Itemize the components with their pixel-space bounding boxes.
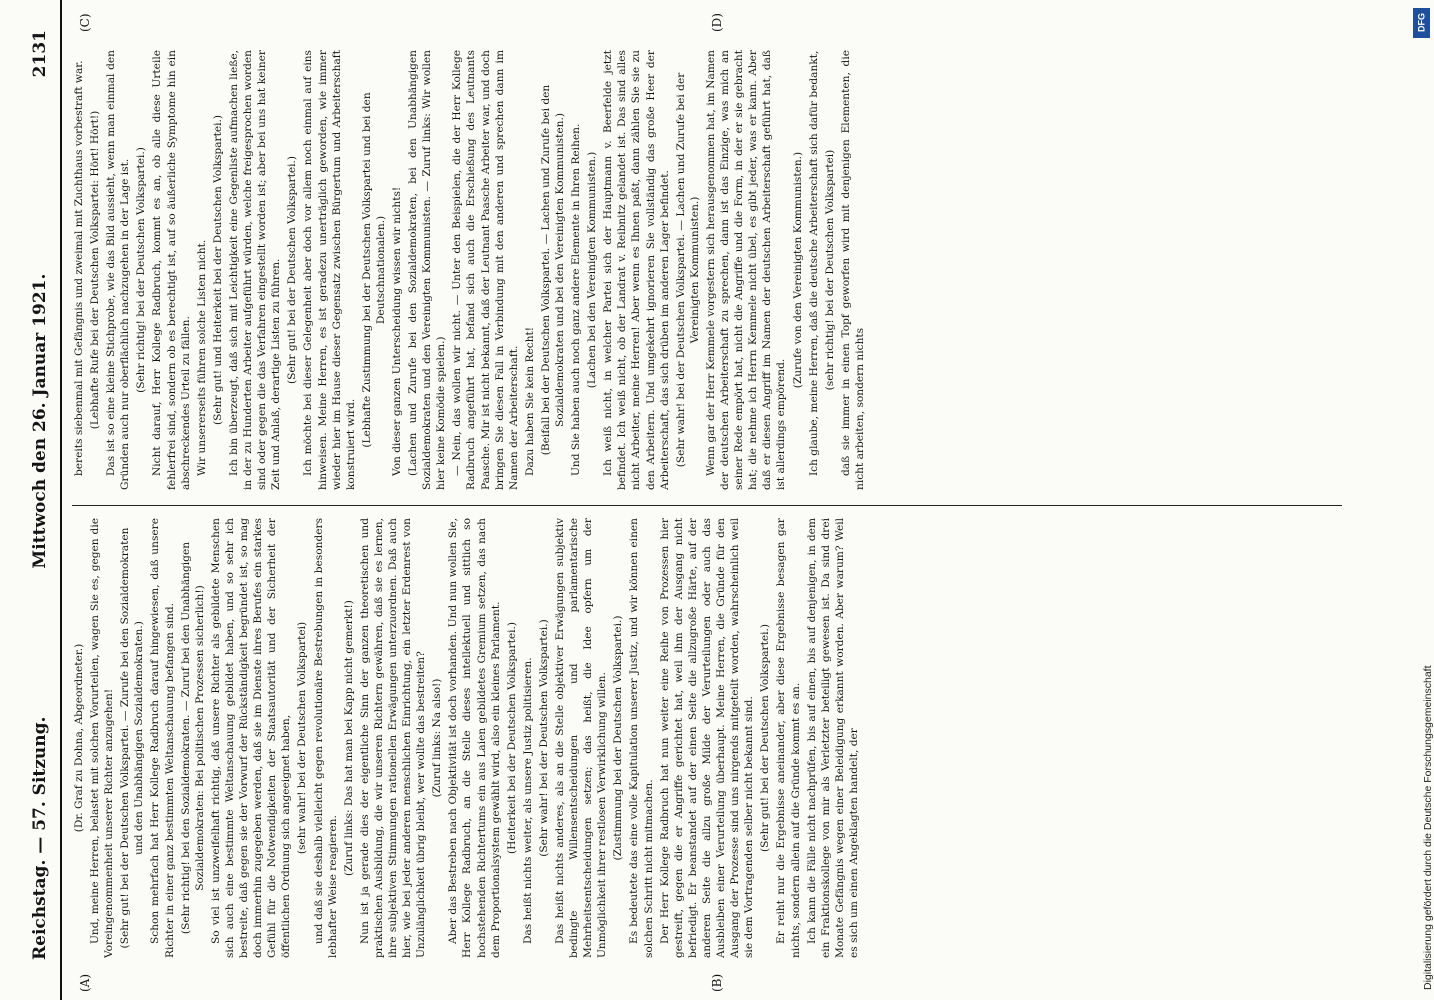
paragraph: Ich glaube, meine Herren, daß die deutsche Arbeiterschaft sich dafür bedankt,	[807, 50, 820, 476]
page-header	[20, 0, 62, 1000]
paragraph: (Sehr wahr! bei der Deutschen Volkspartei.)	[537, 619, 550, 857]
credit-text: Digitalisierung gefördert durch die Deutsche Forschungsgemeinschaft	[1422, 665, 1434, 990]
paragraph: Schon mehrfach hat Herr Kollege Radbruch darauf hingewiesen, daß unsere Richter in einer ganz bestimmten Weltanschauung befangen sind.	[149, 518, 176, 958]
paragraph: (sehr wahr! bei der Deutschen Volkspartei)	[296, 621, 309, 855]
paragraph: (Sehr richtig! bei den Sozialdemokraten. — Zuruf bei den Unabhängigen Sozialdemokraten: Bei politischen Prozessen sicherlich!)	[179, 541, 206, 935]
left-column	[72, 518, 1342, 958]
paragraph: Nicht darauf, Herr Kollege Radbruch, kommt es an, ob alle diese Urteile fehlerfrei sind, sondern ob es berechtigt ist, auf so äußerliche Symptome hin ein abschreckendes Urteil zu fällen.	[151, 50, 192, 490]
paragraph: Aber das Bestreben nach Objektivität ist doch vorhanden. Und nun wollen Sie, Herr Kollege Radbruch, an die Stelle dieses intellektuell und sittlich so hochstehenden Richtertums ein aus Laien gebildetes Gremium setzen, das nach dem Proportionalsystem gewählt wird, also ein kleines Parlament.	[447, 518, 502, 958]
page-number: 2131	[30, 30, 50, 78]
marker-b: (B)	[710, 973, 724, 992]
paragraph: bereits siebenmal mit Gefängnis und zweimal mit Zuchthaus vorbestraft war.	[73, 60, 85, 476]
dfg-logo: DFG	[1413, 8, 1430, 38]
paragraph: (Zurufe von den Vereinigten Kommunisten.)	[791, 151, 804, 389]
paragraph: (Sehr gut! bei der Deutschen Volkspartei.)	[759, 623, 772, 853]
paragraph: Und, meine Herren, belastet mit solchen Vorurteilen, wagen Sie es, gegen die Voreingenommenheit unserer Richter anzugehen!	[89, 518, 116, 958]
paragraph: (sehr richtig! bei der Deutschen Volkspartei)	[823, 149, 836, 391]
paragraph: Wenn gar der Herr Kemmele vorgestern sich herausgenommen hat, im Namen der deutschen Arbeiterschaft zu sprechen, dann ist das Einzige, was mich an seiner Rede empört hat, nicht die Angriffe und die Form, in der er sie gebracht hat; die nehme ich Herrn Kemmele nicht übel, es gibt jeder, was er kann. Aber daß er diesen Angriff im Namen der deutschen Arbeiterschaft geführt hat, daß ist allerdings empörend.	[704, 50, 788, 490]
paragraph: Ich bin überzeugt, daß sich mit Leichtigkeit eine Gegenliste aufmachen ließe, in der zu Hunderten Arbeiter aufgeführt würden, welche freigesprochen worden sind oder gegen die das Verfahren eingestellt worden ist; aber bei uns hat keiner Zeit und Anlaß, derartige Listen zu führen.	[227, 50, 283, 490]
marker-a: (A)	[78, 973, 92, 992]
paragraph: (Beifall bei der Deutschen Volkspartei. — Lachen und Zurufe bei den Sozialdemokraten und bei den Vereinigten Kommunisten.)	[539, 84, 566, 456]
paragraph: Von dieser ganzen Unterscheidung wissen wir nichts!	[390, 186, 403, 476]
marker-c: (C)	[78, 13, 92, 32]
digitization-credit	[1402, 10, 1434, 990]
paragraph: — Nein, das wollen wir nicht. — Unter den Beispielen, die der Herr Kollege Radbruch angeführt hat, befand sich auch die Erschießung des Leutnants Paasche. Mir ist nicht bekannt, daß der Leutnant Paasche Arbeiter war, und doch bringen Sie diesen Fall in Verbindung mit den anderen und sprechen dann im Namen der Arbeiterschaft.	[451, 50, 520, 490]
header-date: Mittwoch den 26. Januar 1921.	[30, 273, 50, 569]
paragraph: (Heiterkeit bei der Deutschen Volkspartei.)	[505, 622, 518, 854]
paragraph: So viel ist unzweifelhaft richtig, daß unsere Richter als gebildete Menschen sich auch eine bestimmte Weltanschauung gebildet haben, und so sehr ich bestreite, daß gegen sie der Vorwurf der Rückständigkeit begründet ist, so mag doch immerhin zugegeben werden, daß sie im Dienste ihres Berufes ein starkes Gefühl für die Notwendigkeiten der Staatsautorität und der Sicherheit der öffentlichen Ordnung sich angeeignet haben,	[209, 518, 293, 958]
paragraph: (Zuruf links: Das hat man bei Kapp nicht gemerkt!)	[342, 600, 355, 876]
paragraph: Und Sie haben auch noch ganz andere Elemente in Ihren Reihen.	[570, 123, 583, 476]
paragraph: Er reiht nur die Ergebnisse aneinander, aber diese Ergebnisse besagen gar nichts, sondern allein auf die Gründe kommt es an.	[775, 518, 802, 958]
paragraph: (Sehr richtig! bei der Deutschen Volkspartei.)	[135, 147, 148, 393]
paragraph: daß sie immer in einen Topf geworfen wird mit denjenigen Elementen, die nicht arbeiten, sondern nichts	[839, 50, 866, 490]
paragraph: (Lachen bei den Vereinigten Kommunisten.)	[586, 151, 599, 389]
paragraph: (Zuruf links: Na also!)	[431, 678, 444, 798]
paragraph: Ich weiß nicht, in welcher Partei sich der Hauptmann v. Beerfelde jetzt befindet. Ich weiß nicht, ob der Landrat v. Reibnitz gelandet ist. Das sind alles nicht Arbeiter, meine Herren! Aber wenn es Ihnen paßt, dann zählen Sie sie zu den Arbeitern. Und umgekehrt ignorieren Sie vollständig das große Heer der Arbeiterschaft, das sich drüben im anderen Lager befindet.	[602, 50, 671, 490]
header-left	[30, 274, 50, 960]
paragraph: Wir unsererseits führen solche Listen nicht.	[195, 239, 208, 476]
paragraph: Der Herr Kollege Radbruch hat nun weiter eine Reihe von Prozessen hier gestreift, gegen die er Angriffe gerichtet hat, weil ihm der Ausgang nicht befriedigt. Er beanstandet auf der einen Seite die allzugroße Härte, auf der anderen Seite die allzu große Milde der Verurteilungen oder auch das Ausbleiben einer Verurteilung überhaupt. Meine Herren, die Gründe für den Ausgang der Prozesse sind uns nirgends mitgeteilt worden, wahrscheinlich weil sie dem Vortragenden selber nicht bekannt sind.	[658, 518, 756, 958]
paragraph: Das ist so eine kleine Stichprobe, wie das Bild aussieht, wenn man einmal den Gründen auch nur oberflächlich nachzugehen in der Lage ist.	[105, 50, 132, 490]
paragraph: (Sehr gut! und Heiterkeit bei der Deutschen Volkspartei.)	[211, 114, 224, 426]
column-divider	[72, 505, 1342, 506]
marker-d: (D)	[710, 13, 724, 32]
right-column	[72, 50, 1342, 490]
paragraph: (Lachen und Zurufe bei den Sozialdemokraten, bei den Unabhängigen Sozialdemokraten und den Vereinigten Kommunisten. — Zuruf links: Wir wollen hier keine Komödie spielen.)	[407, 50, 448, 490]
paragraph: Dazu haben Sie kein Recht!	[523, 326, 536, 476]
paragraph: Nun ist ja gerade dies der eigentliche Sinn der ganzen theoretischen und praktischen Ausbildung, die wir unseren Richtern gewähren, daß sie es lernen, ihre subjektiven Stimmungen rationellen Erwägungen unterzuordnen. Daß auch hier, wie bei jeder anderen menschlichen Einrichtung, ein letzter Erdenrest von Unzulänglichkeit übrig bleibt, wer wollte das bestreiten?	[358, 518, 428, 958]
paragraph: (Lebhafte Rufe bei der Deutschen Volkspartei: Hört! Hört!)	[89, 110, 102, 430]
paragraph: (Sehr gut! bei der Deutschen Volkspartei.)	[286, 155, 299, 385]
paragraph: (Dr. Graf zu Dohna, Abgeordneter.)	[73, 643, 85, 833]
paragraph: Ich kann die Fälle nicht nachprüfen, bis auf einen, bis auf denjenigen, in dem ein Fraktionskollege von mir als Verletzter beteiligt gewesen ist. Da sind drei Monate Gefängnis wegen einer Beleidigung erkannt worden. Aber warum? Weil es sich um einen Angeklagten handelt, der	[805, 518, 860, 958]
paragraph: (Sehr wahr! bei der Deutschen Volkspartei. — Lachen und Zurufe bei der Vereinigten Kommunisten.)	[674, 72, 701, 468]
paragraph: Ich möchte bei dieser Gelegenheit aber doch vor allem noch einmal auf eins hinweisen. Meine Herren, es ist geradezu unerträglich geworden, wie immer wieder hier im Hause dieser Gegensatz zwischen Bürgertum und Arbeiterschaft konstruiert wird.	[302, 50, 357, 490]
paragraph: (Sehr gut! bei der Deutschen Volkspartei. — Zurufe bei den Sozialdemokraten und den Unabhängigen Sozialdemokraten.)	[119, 527, 146, 949]
paragraph: Das heißt nichts anderes, als an die Stelle objektiver Erwägungen subjektiv bedingte Willensentscheidungen und parlamentarische Mehrheitsentscheidungen setzen; das heißt, die Idee opfern um der Unmöglichkeit ihrer restlosen Verwirklichung willen.	[554, 518, 609, 958]
paragraph: Das heißt nichts weiter, als unsere Justiz politisieren.	[521, 657, 534, 944]
paragraph: und daß sie deshalb vielleicht gegen revolutionäre Bestrebungen in besonders lebhafter Weise reagieren.	[312, 518, 339, 958]
rotated-page-content	[20, 0, 1400, 1000]
paragraph: (Lebhafte Zustimmung bei der Deutschen Volkspartei und bei den Deutschnationalen.)	[360, 92, 387, 448]
header-left-text: Reichstag. — 57. Sitzung.	[30, 716, 50, 960]
paragraph: (Zustimmung bei der Deutschen Volkspartei.)	[612, 615, 625, 861]
paragraph: Es bedeutete das eine volle Kapitulation unserer Justiz, und wir können einen solchen Schritt nicht mitmachen.	[628, 518, 655, 958]
